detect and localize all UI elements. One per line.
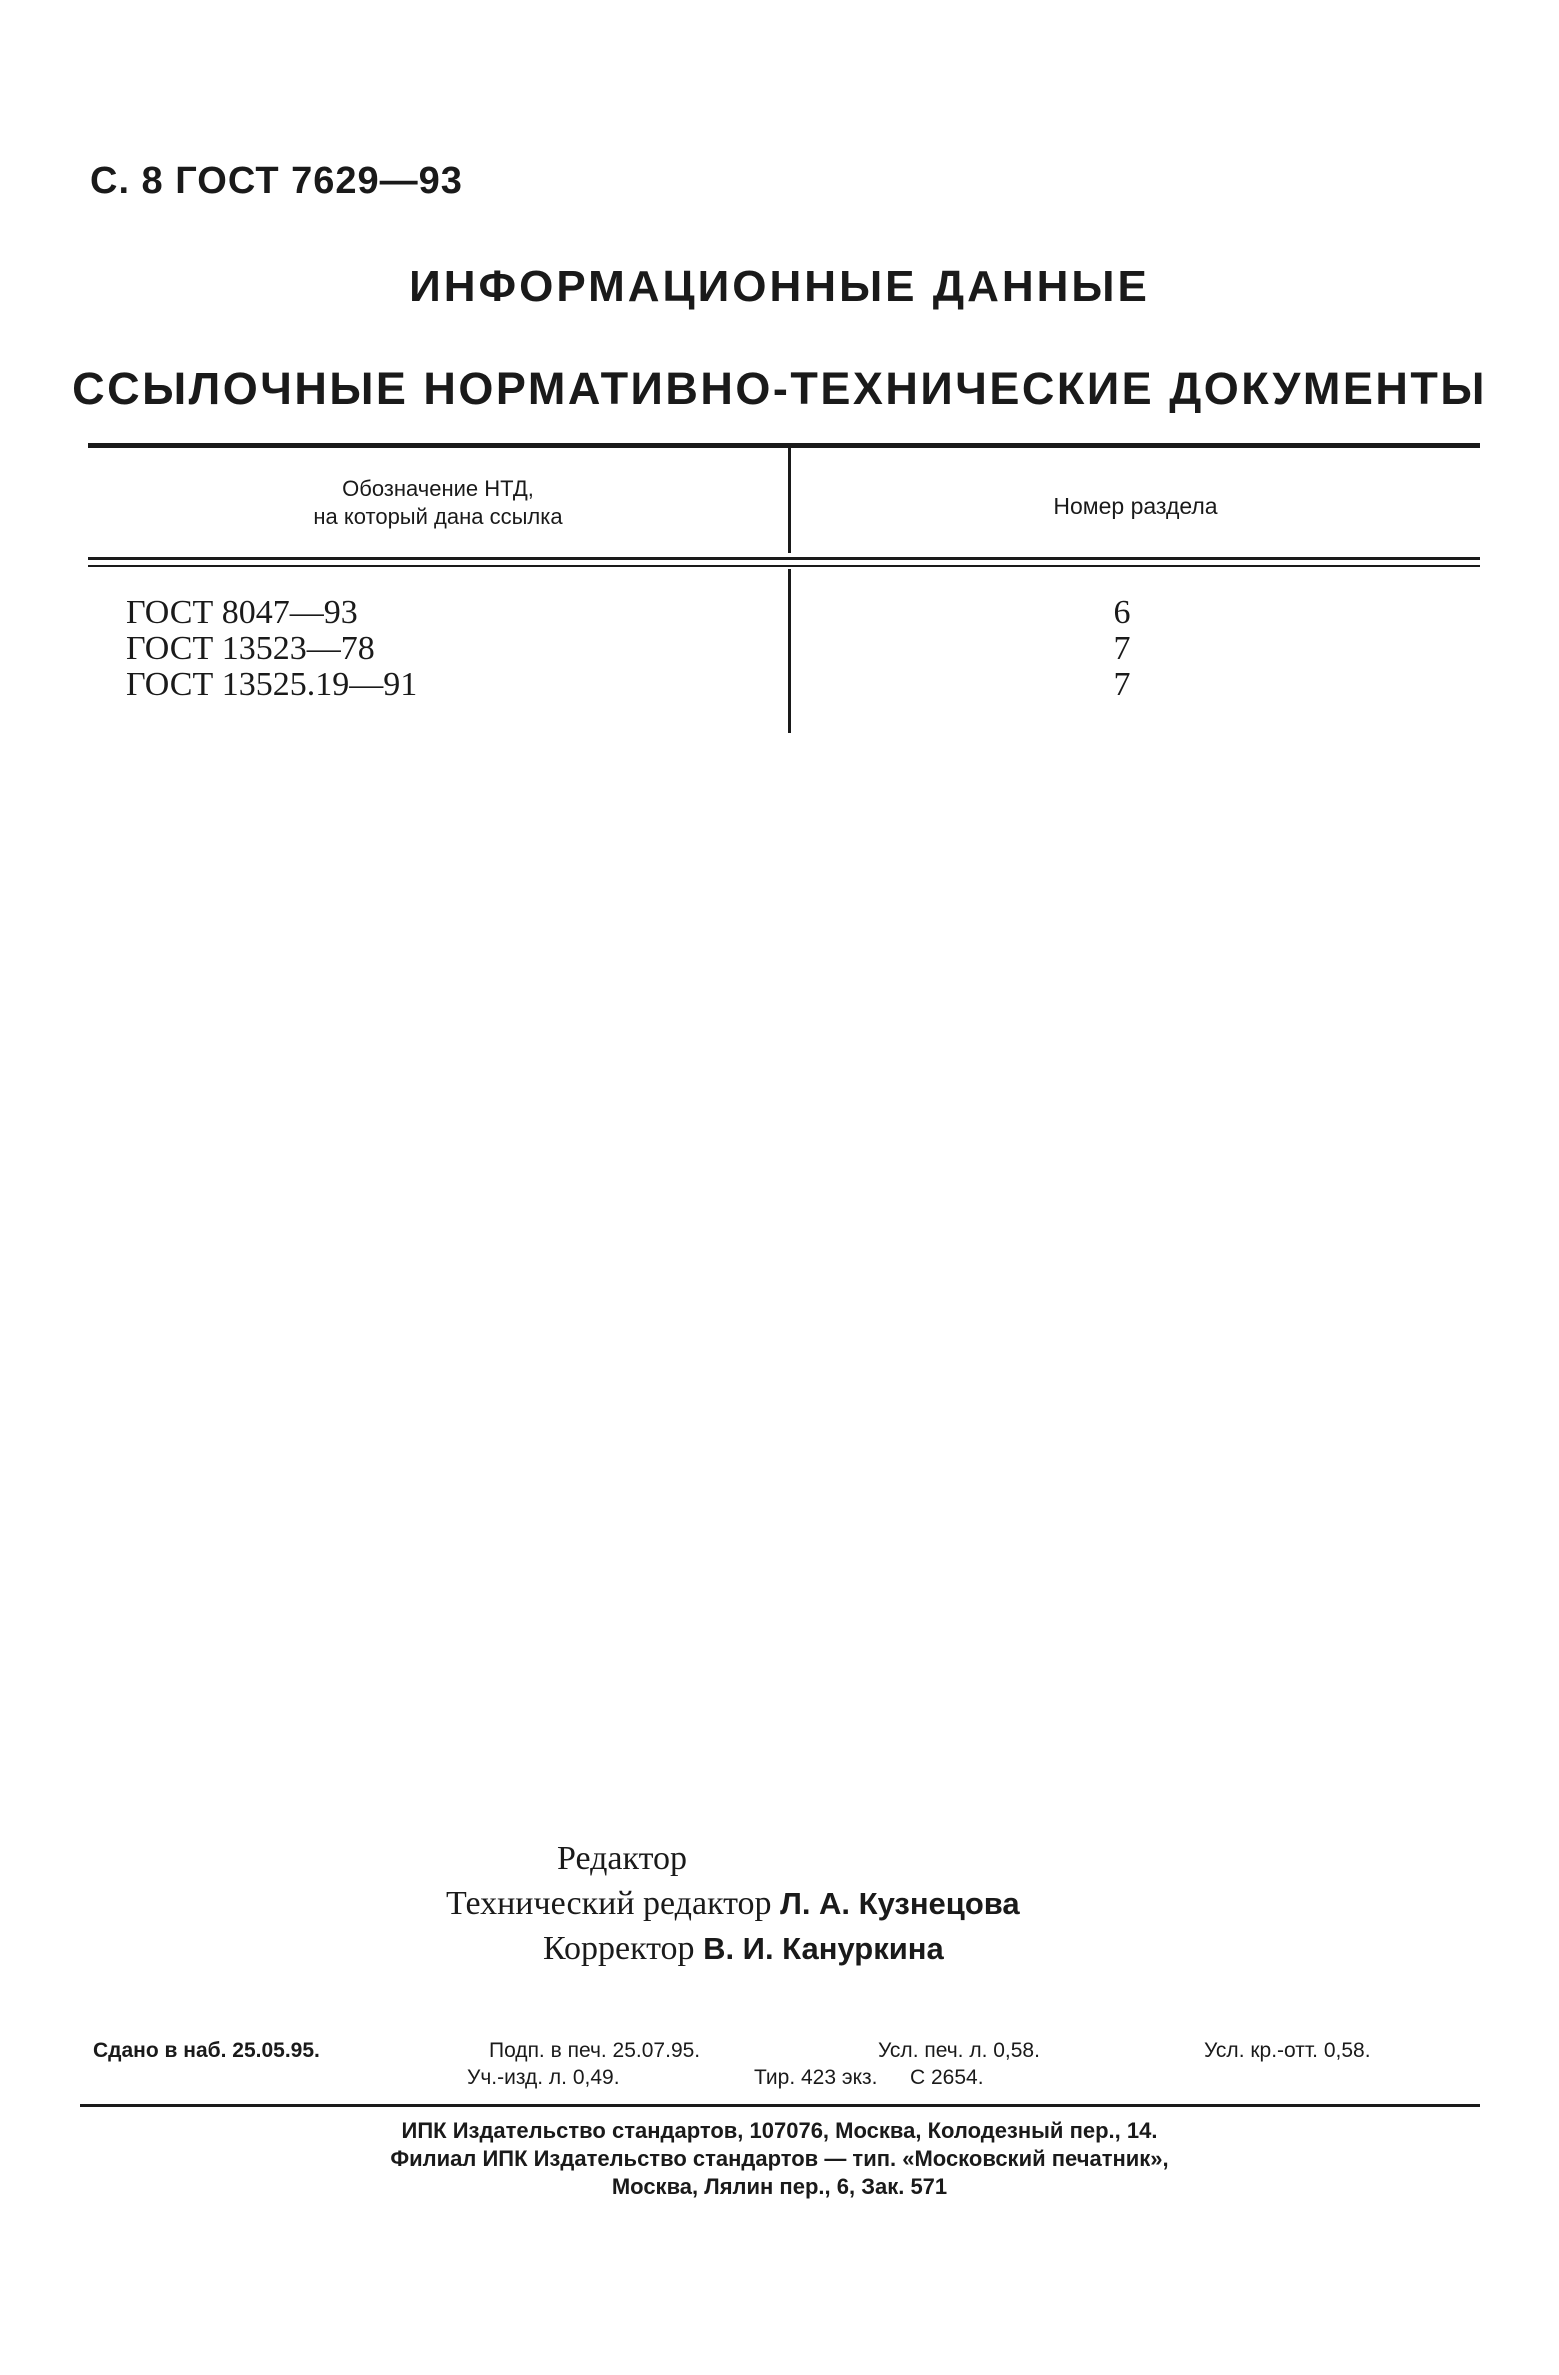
table-header-rule-secondary xyxy=(88,565,1480,567)
page-header: С. 8 ГОСТ 7629—93 xyxy=(90,160,463,202)
table-row xyxy=(88,631,1480,667)
table-top-rule xyxy=(88,443,1480,448)
credit-role: Корректор xyxy=(543,1930,695,1967)
credit-role: Редактор xyxy=(557,1840,687,1877)
table-header-rule xyxy=(88,557,1480,560)
cell-section: 7 xyxy=(1113,630,1131,667)
column-header-document-line1: Обозначение НТД, xyxy=(342,476,534,501)
column-header-section: Номер раздела xyxy=(1053,493,1218,519)
imprint-color-prints: Усл. кр.-отт. 0,58. xyxy=(1204,2039,1371,2062)
credit-role: Технический редактор xyxy=(446,1885,772,1922)
imprint-order-code: С 2654. xyxy=(910,2066,984,2089)
imprint-circulation: Тир. 423 экз. xyxy=(754,2066,878,2089)
cell-document: ГОСТ 13525.19—91 xyxy=(126,666,418,703)
publisher-line: Филиал ИПК Издательство стандартов — тип. «Московский печатник», xyxy=(390,2146,1169,2171)
imprint-divider xyxy=(80,2104,1480,2107)
credit-proofreader xyxy=(543,1930,944,1968)
imprint-publication-sheets: Уч.-изд. л. 0,49. xyxy=(467,2066,620,2089)
publisher-line: ИПК Издательство стандартов, 107076, Москва, Колодезный пер., 14. xyxy=(401,2118,1158,2143)
section-subtitle: ССЫЛОЧНЫЕ НОРМАТИВНО-ТЕХНИЧЕСКИЕ ДОКУМЕНТЫ xyxy=(72,363,1487,414)
table-row xyxy=(88,667,1480,703)
imprint-signed: Подп. в печ. 25.07.95. xyxy=(489,2039,701,2062)
table-row xyxy=(88,595,1480,631)
credit-editor xyxy=(557,1840,687,1878)
column-header-document xyxy=(88,475,788,531)
cell-section: 6 xyxy=(1113,594,1131,631)
credit-name: Л. А. Кузнецова xyxy=(780,1886,1020,1921)
credit-name: В. И. Кануркина xyxy=(703,1931,944,1966)
cell-section: 7 xyxy=(1113,666,1131,703)
cell-document: ГОСТ 8047—93 xyxy=(126,594,358,631)
column-header-document-line2: на который дана ссылка xyxy=(313,504,563,529)
imprint-print-sheets: Усл. печ. л. 0,58. xyxy=(878,2039,1040,2062)
publisher-line: Москва, Лялин пер., 6, Зак. 571 xyxy=(611,2174,948,2199)
cell-document: ГОСТ 13523—78 xyxy=(126,630,375,667)
reference-documents-table xyxy=(88,443,1480,733)
section-title: ИНФОРМАЦИОННЫЕ ДАННЫЕ xyxy=(409,262,1150,311)
credit-technical-editor xyxy=(446,1885,1020,1923)
imprint-submitted: Сдано в наб. 25.05.95. xyxy=(93,2039,320,2062)
